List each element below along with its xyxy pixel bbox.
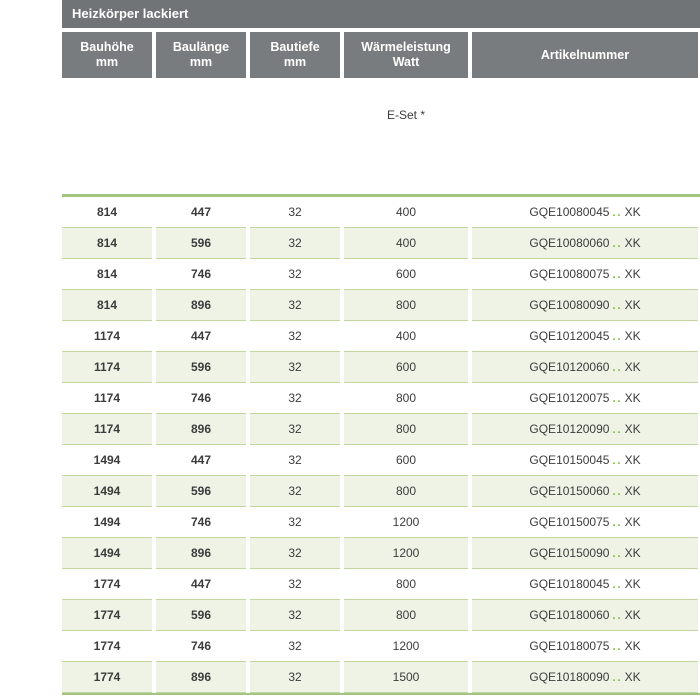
cell-baulaenge: 746 (156, 259, 246, 290)
cell-watt: 600 (344, 352, 468, 383)
artikel-suffix: XK (624, 639, 641, 653)
artikel-prefix: GQE10180060 (529, 608, 610, 622)
cell-baulaenge: 447 (156, 445, 246, 476)
cell-bautiefe: 32 (250, 476, 340, 507)
artikel-prefix: GQE10120045 (529, 329, 610, 343)
artikel-prefix: GQE10120090 (529, 422, 610, 436)
artikel-dots-icon: .. (612, 269, 623, 281)
artikel-dots-icon: .. (612, 424, 623, 436)
cell-watt: 400 (344, 228, 468, 259)
table-row (62, 631, 700, 662)
cell-artikelnummer (472, 600, 698, 631)
cell-bauhoehe: 814 (62, 290, 152, 321)
artikel-suffix: XK (624, 546, 641, 560)
column-header-row (62, 32, 700, 78)
cell-artikelnummer (472, 321, 698, 352)
cell-bautiefe: 32 (250, 321, 340, 352)
artikel-dots-icon: .. (612, 455, 623, 467)
cell-baulaenge: 896 (156, 662, 246, 693)
artikel-suffix: XK (624, 236, 641, 250)
cell-artikelnummer (472, 290, 698, 321)
cell-bautiefe: 32 (250, 662, 340, 693)
table-row (62, 321, 700, 352)
artikel-suffix: XK (624, 484, 641, 498)
cell-bauhoehe: 814 (62, 259, 152, 290)
cell-bauhoehe: 1174 (62, 352, 152, 383)
cell-bautiefe: 32 (250, 507, 340, 538)
cell-watt: 400 (344, 321, 468, 352)
artikel-dots-icon: .. (612, 641, 623, 653)
column-header-unit: mm (189, 55, 213, 69)
cell-baulaenge: 746 (156, 507, 246, 538)
cell-watt: 800 (344, 414, 468, 445)
artikel-suffix: XK (624, 298, 641, 312)
cell-baulaenge: 596 (156, 600, 246, 631)
cell-bautiefe: 32 (250, 197, 340, 228)
cell-bautiefe: 32 (250, 228, 340, 259)
table-row (62, 352, 700, 383)
artikel-suffix: XK (624, 515, 641, 529)
cell-artikelnummer (472, 414, 698, 445)
artikel-prefix: GQE10150045 (529, 453, 610, 467)
artikel-prefix: GQE10120060 (529, 360, 610, 374)
cell-baulaenge: 447 (156, 321, 246, 352)
cell-baulaenge: 896 (156, 290, 246, 321)
column-header-label: Wärmeleistung (361, 40, 451, 54)
cell-watt: 800 (344, 569, 468, 600)
cell-bautiefe: 32 (250, 259, 340, 290)
column-header-baulaenge (156, 32, 246, 78)
cell-bauhoehe: 1774 (62, 600, 152, 631)
cell-bauhoehe: 814 (62, 197, 152, 228)
artikel-dots-icon: .. (612, 300, 623, 312)
cell-bauhoehe: 1494 (62, 445, 152, 476)
artikel-dots-icon: .. (612, 548, 623, 560)
cell-bauhoehe: 814 (62, 228, 152, 259)
table-row (62, 507, 700, 538)
cell-bautiefe: 32 (250, 414, 340, 445)
artikel-suffix: XK (624, 329, 641, 343)
cell-bautiefe: 32 (250, 445, 340, 476)
cell-watt: 400 (344, 197, 468, 228)
cell-baulaenge: 447 (156, 569, 246, 600)
table-row (62, 600, 700, 631)
table-row (62, 383, 700, 414)
artikel-dots-icon: .. (612, 238, 623, 250)
artikel-suffix: XK (624, 360, 641, 374)
cell-artikelnummer (472, 507, 698, 538)
column-header-unit: Watt (392, 55, 420, 69)
cell-baulaenge: 896 (156, 538, 246, 569)
eset-label: E-Set * (386, 108, 425, 122)
cell-artikelnummer (472, 197, 698, 228)
cell-bautiefe: 32 (250, 600, 340, 631)
table-row (62, 569, 700, 600)
artikel-dots-icon: .. (612, 610, 623, 622)
table-body (62, 197, 700, 693)
column-header-label: Artikelnummer (540, 47, 630, 62)
cell-baulaenge: 596 (156, 228, 246, 259)
cell-artikelnummer (472, 259, 698, 290)
cell-watt: 800 (344, 600, 468, 631)
cell-watt: 800 (344, 383, 468, 414)
cell-bautiefe: 32 (250, 352, 340, 383)
artikel-prefix: GQE10180075 (529, 639, 610, 653)
artikel-suffix: XK (624, 453, 641, 467)
table-row (62, 228, 700, 259)
cell-bauhoehe: 1494 (62, 507, 152, 538)
cell-artikelnummer (472, 569, 698, 600)
cell-artikelnummer (472, 383, 698, 414)
cell-artikelnummer (472, 352, 698, 383)
cell-artikelnummer (472, 228, 698, 259)
cell-bauhoehe: 1174 (62, 383, 152, 414)
cell-baulaenge: 746 (156, 631, 246, 662)
cell-watt: 600 (344, 445, 468, 476)
subheader-row (62, 78, 700, 194)
artikel-prefix: GQE10150060 (529, 484, 610, 498)
cell-watt: 800 (344, 476, 468, 507)
artikel-suffix: XK (624, 267, 641, 281)
cell-bauhoehe: 1174 (62, 321, 152, 352)
table-row (62, 197, 700, 228)
artikel-dots-icon: .. (612, 517, 623, 529)
table-row (62, 290, 700, 321)
artikel-dots-icon: .. (612, 362, 623, 374)
column-header-label: Bauhöhe (80, 40, 134, 54)
column-header-artikelnummer (472, 32, 698, 78)
table-row (62, 414, 700, 445)
artikel-dots-icon: .. (612, 393, 623, 405)
column-header-unit: mm (95, 55, 119, 69)
cell-bauhoehe: 1774 (62, 569, 152, 600)
artikel-suffix: XK (624, 577, 641, 591)
cell-artikelnummer (472, 662, 698, 693)
column-header-waermeleistung (344, 32, 468, 78)
artikel-suffix: XK (624, 608, 641, 622)
cell-bauhoehe: 1774 (62, 662, 152, 693)
cell-watt: 800 (344, 290, 468, 321)
table-title: Heizkörper lackiert (62, 0, 700, 28)
artikel-suffix: XK (624, 205, 641, 219)
cell-bautiefe: 32 (250, 569, 340, 600)
cell-bautiefe: 32 (250, 631, 340, 662)
cell-bautiefe: 32 (250, 290, 340, 321)
cell-baulaenge: 746 (156, 383, 246, 414)
artikel-dots-icon: .. (612, 672, 623, 684)
cell-watt: 1200 (344, 538, 468, 569)
artikel-dots-icon: .. (612, 579, 623, 591)
cell-watt: 600 (344, 259, 468, 290)
column-header-bautiefe (250, 32, 340, 78)
cell-artikelnummer (472, 631, 698, 662)
cell-watt: 1200 (344, 507, 468, 538)
artikel-prefix: GQE10080075 (529, 267, 610, 281)
artikel-dots-icon: .. (612, 331, 623, 343)
catalog-table (62, 0, 700, 695)
artikel-prefix: GQE10080045 (529, 205, 610, 219)
artikel-prefix: GQE10120075 (529, 391, 610, 405)
column-header-label: Baulänge (172, 40, 230, 54)
table-row (62, 662, 700, 693)
cell-bauhoehe: 1494 (62, 538, 152, 569)
bottom-divider (62, 693, 700, 695)
artikel-prefix: GQE10080060 (529, 236, 610, 250)
column-header-label: Bautiefe (270, 40, 320, 54)
artikel-prefix: GQE10180090 (529, 670, 610, 684)
cell-watt: 1500 (344, 662, 468, 693)
cell-artikelnummer (472, 538, 698, 569)
cell-baulaenge: 896 (156, 414, 246, 445)
cell-baulaenge: 596 (156, 476, 246, 507)
cell-baulaenge: 447 (156, 197, 246, 228)
cell-baulaenge: 596 (156, 352, 246, 383)
artikel-suffix: XK (624, 422, 641, 436)
artikel-dots-icon: .. (612, 207, 623, 219)
artikel-suffix: XK (624, 391, 641, 405)
cell-bauhoehe: 1774 (62, 631, 152, 662)
artikel-prefix: GQE10080090 (529, 298, 610, 312)
table-row (62, 476, 700, 507)
column-header-unit: mm (283, 55, 307, 69)
cell-artikelnummer (472, 476, 698, 507)
cell-bautiefe: 32 (250, 383, 340, 414)
artikel-prefix: GQE10180045 (529, 577, 610, 591)
cell-artikelnummer (472, 445, 698, 476)
cell-watt: 1200 (344, 631, 468, 662)
artikel-prefix: GQE10150075 (529, 515, 610, 529)
cell-bauhoehe: 1494 (62, 476, 152, 507)
cell-bauhoehe: 1174 (62, 414, 152, 445)
cell-bautiefe: 32 (250, 538, 340, 569)
table-row (62, 538, 700, 569)
artikel-prefix: GQE10150090 (529, 546, 610, 560)
table-row (62, 259, 700, 290)
artikel-suffix: XK (624, 670, 641, 684)
column-header-bauhoehe (62, 32, 152, 78)
artikel-dots-icon: .. (612, 486, 623, 498)
table-row (62, 445, 700, 476)
